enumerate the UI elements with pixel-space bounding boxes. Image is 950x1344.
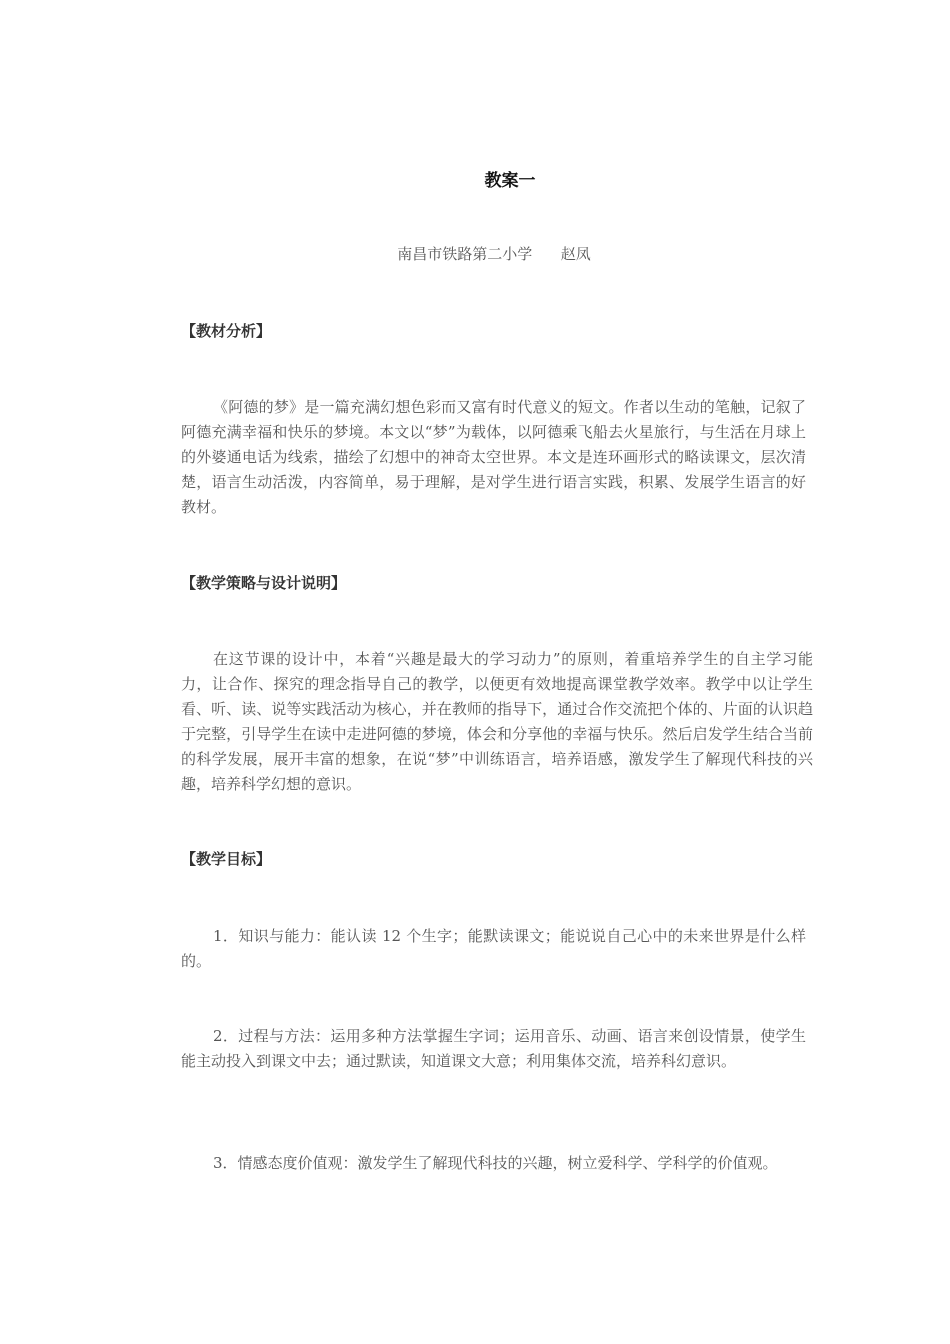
section-heading-teaching-goals: 【教学目标】: [181, 850, 272, 868]
section-paragraph-textbook-analysis: 《阿德的梦》是一篇充满幻想色彩而又富有时代意义的短文。作者以生动的笔触，记叙了阿德充满幸福和快乐的梦境。本文以“梦”为载体，以阿德乘飞船去火星旅行，与生活在月球上的外婆通电话为线索，描绘了幻想中的神奇太空世界。本文是连环画形式的略读课文，层次清楚，语言生动活泼，内容简单，易于理解，是对学生进行语言实践，积累、发展学生语言的好教材。: [181, 398, 806, 516]
author-line: 南昌市铁路第二小学 赵凤: [397, 245, 591, 263]
goal-item-knowledge: 1．知识与能力：能认读 12 个生字；能默读课文；能说说自己心中的未来世界是什么样的。: [181, 927, 806, 970]
section-paragraph-teaching-strategy: 在这节课的设计中，本着“兴趣是最大的学习动力”的原则，着重培养学生的自主学习能力，让合作、探究的理念指导自己的教学，以便更有效地提高课堂教学效率。教学中以让学生看、听、读、说等实践活动为核心，并在教师的指导下，通过合作交流把个体的、片面的认识趋于完整，引导学生在读中走进阿德的梦境，体会和分享他的幸福与快乐。然后启发学生结合当前的科学发展，展开丰富的想象，在说“梦”中训练语言，培养语感，激发学生了解现代科技的兴趣，培养科学幻想的意识。: [181, 650, 813, 793]
goal-item-values: 3．情感态度价值观：激发学生了解现代科技的兴趣，树立爱科学、学科学的价值观。: [213, 1154, 778, 1172]
document-title: 教案一: [484, 171, 536, 191]
section-heading-teaching-strategy: 【教学策略与设计说明】: [181, 574, 347, 592]
section-heading-textbook-analysis: 【教材分析】: [181, 322, 272, 340]
goal-item-process: 2．过程与方法：运用多种方法掌握生字词；运用音乐、动画、语言来创设情景，使学生能主动投入到课文中去；通过默读，知道课文大意；利用集体交流，培养科幻意识。: [181, 1027, 806, 1070]
